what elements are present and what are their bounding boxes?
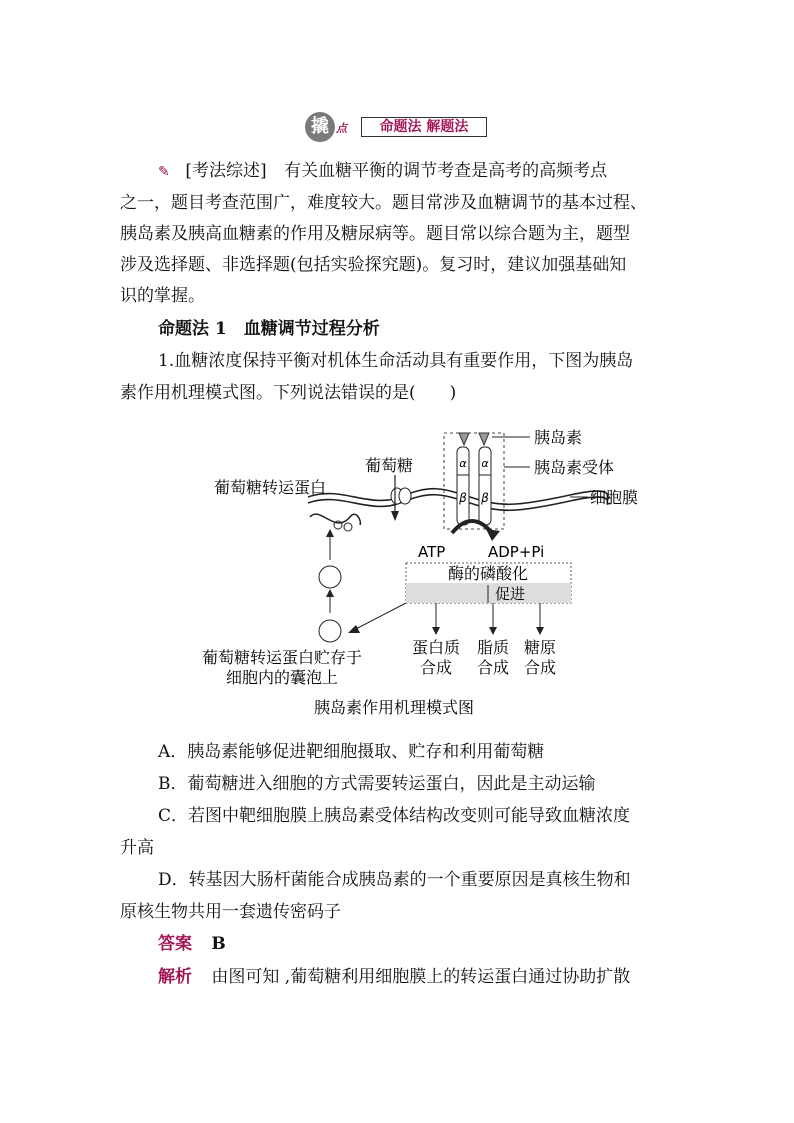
intro-text-1: 有关血糖平衡的调节考查是高考的高频考点 — [284, 161, 608, 181]
protein-label-1: 蛋白质 — [411, 638, 461, 657]
alpha-label-1: α — [459, 457, 467, 470]
membrane-label: 细胞膜 — [590, 488, 639, 507]
analysis-line — [158, 966, 718, 988]
beta-label-2: β — [481, 491, 489, 505]
question-line-1: 1.血糖浓度保持平衡对机体生命活动具有重要作用，下图为胰岛 — [158, 351, 634, 371]
option-d-line-2: 原核生物共用一套遗传密码子 — [120, 902, 341, 922]
glycogen-label-2: 合成 — [523, 658, 557, 677]
intro-line-2: 之一，题目考查范围广，难度较大。题目常涉及血糖调节的基本过程、 — [120, 193, 647, 213]
banner-mark: 点 — [336, 122, 347, 135]
insulin-mechanism-diagram — [170, 405, 678, 725]
banner-label: 命题法 解题法 — [361, 117, 487, 137]
figure-caption: 胰岛素作用机理模式图 — [313, 698, 475, 717]
option-c-line-2: 升高 — [120, 838, 154, 858]
intro-line-4: 涉及选择题、非选择题(包括实验探究题)。复习时，建议加强基础知 — [120, 255, 627, 275]
beta-label-1: β — [459, 491, 467, 505]
section-title: 命题法 1 血糖调节过程分析 — [158, 319, 380, 339]
atp-label: ATP — [418, 543, 446, 561]
vesicle-middle-shape — [319, 566, 341, 588]
alpha-label-2: α — [481, 457, 489, 470]
protein-label-2: 合成 — [419, 658, 453, 677]
vesicle-top-shape — [310, 514, 360, 525]
intro-tag: [考法综述] — [185, 161, 267, 181]
promote-label: 促进 — [495, 585, 526, 603]
glucose-label: 葡萄糖 — [365, 456, 414, 475]
option-d-line-1: D．转基因大肠杆菌能合成胰岛素的一个重要原因是真核生物和 — [158, 870, 631, 890]
answer-value: B — [211, 934, 226, 954]
insulin-molecule-shape — [459, 433, 469, 445]
analysis-label: 解析 — [158, 967, 192, 987]
answer-label: 答案 — [158, 934, 192, 954]
banner-badge-icon: 撬 — [305, 112, 335, 142]
adp-label: ADP+Pi — [488, 543, 545, 561]
fat-label-2: 合成 — [476, 658, 510, 677]
enzyme-label: 酶的磷酸化 — [447, 564, 529, 583]
intro-line-1 — [158, 160, 718, 183]
analysis-text: 由图可知 ,葡萄糖利用细胞膜上的转运蛋白通过协助扩散 — [211, 967, 631, 987]
answer-line — [158, 933, 718, 955]
glycogen-label-1: 糖原 — [523, 638, 557, 657]
pen-icon: ✎ — [158, 164, 170, 180]
vesicle-bottom-shape — [319, 620, 341, 642]
storage-label-2: 细胞内的囊泡上 — [225, 668, 339, 687]
storage-label-1: 葡萄糖转运蛋白贮存于 — [201, 648, 363, 667]
receptor-dashed-box — [444, 433, 504, 529]
intro-line-5: 识的掌握。 — [120, 286, 205, 306]
option-b: B．葡萄糖进入细胞的方式需要转运蛋白，因此是主动运输 — [158, 774, 596, 794]
fat-label-1: 脂质 — [476, 638, 510, 657]
option-a: A．胰岛素能够促进靶细胞摄取、贮存和利用葡萄糖 — [158, 742, 545, 762]
intro-line-3: 胰岛素及胰高血糖素的作用及糖尿病等。题目常以综合题为主，题型 — [120, 224, 630, 244]
question-line-2: 素作用机理模式图。下列说法错误的是( ) — [120, 383, 457, 403]
option-c-line-1: C．若图中靶细胞膜上胰岛素受体结构改变则可能导致血糖浓度 — [158, 806, 631, 826]
insulin-label: 胰岛素 — [534, 428, 583, 447]
transporter-label: 葡萄糖转运蛋白 — [214, 478, 327, 497]
section-banner — [305, 112, 487, 142]
receptor-label: 胰岛素受体 — [534, 458, 615, 477]
